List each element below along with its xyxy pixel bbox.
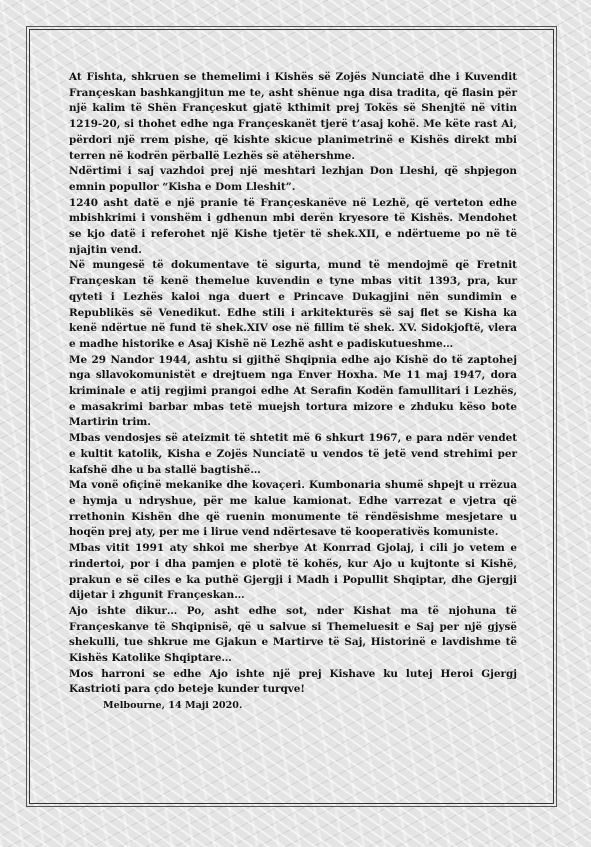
paragraph-5: Me 29 Nandor 1944, ashtu si gjithë Shqipnia edhe ajo Kishë do të zaptohej nga sllavokomunistët e drejtuem nga Enver Hoxha. Me 11 maj 1947, dora kriminale e atij regjimi prangoi edhe At Serafin Kodën famullitari i Lezhës, e masakrimi barbar mbas tetë muejsh tortura mizore e zhduku këso bote Martirin trim.	[69, 353, 517, 429]
paragraph-2: Ndërtimi i saj vazhdoi prej një meshtari lezhjan Don Lleshi, që shpjegon emnin popullor “Kisha e Dom Lleshit”.	[69, 165, 517, 193]
paragraph-3: 1240 asht datë e një pranie të Françeskanëve në Lezhë, që verteton edhe mbishkrimi i vonshëm i gdhenun mbi derën kryesore të Kishës. Mendohet se kjo datë i referohet një Kishe tjetër të shek.XII, e ndërtueme po në të njajtin vend.	[69, 196, 517, 256]
paragraph-7: Ma vonë ofiçinë mekanike dhe kovaçeri. Kumbonaria shumë shpejt u rrëzua e hymja u ndryshue, për me kalue kamionat. Edhe varrezat e vjetra që rrethonin Kishën dhe që ruenin monumente të rëndësishme mesjetare u hoqën prej aty, per me i lirue vend ndërtesave të kooperativës komuniste.	[69, 479, 517, 539]
article-body	[69, 70, 517, 714]
paragraph-10: Mos harroni se edhe Ajo ishte një prej Kishave ku lutej Heroi Gjergj Kastrioti para çdo beteje kunder turqve!	[69, 667, 517, 696]
paragraph-8: Mbas vitit 1991 aty shkoi me sherbye At Konrrad Gjolaj, i cili jo vetem e rindertoi, por i dha pamjen e plotë të kohës, kur Ajo u kujtonte si Kishë, prakun e së ciles e ka puthë Gjergji i Madh i Popullit Shqiptar, dhe Gjergji dijetar i zhgunit Françeskan…	[69, 542, 517, 602]
paragraph-1: At Fishta, shkruen se themelimi i Kishës së Zojës Nunciatë dhe i Kuvendit Françeskan bashkangjitun me te, asht shënue nga disa tradita, që flasin për një kalim të Shën Françeskut gjatë kthimit prej Tokës së Shenjtë në vitin 1219-20, si thohet edhe nga Françeskanët tjerë t’asaj kohë. Me këte rast Ai, përdori një rrem pishe, që kishte skicue planimetrinë e Kishës direkt mbi terren në kodrën përballë Lezhës së atëhershme.	[69, 71, 517, 162]
paragraph-9: Ajo ishte dikur… Po, asht edhe sot, nder Kishat ma të njohuna të Françeskanve të Shqipnisë, që u salvue si Themeluesit e Saj per një gjysë shekulli, tue shkrue me Gjakun e Martirve të Saj, Historinë e lavdishme të Kishës Katolike Shqiptare…	[69, 604, 517, 665]
signature-line: Melbourne, 14 Maji 2020.	[103, 700, 243, 712]
paragraph-6: Mbas vendosjes së ateizmit të shtetit më 6 shkurt 1967, e para ndër vendet e kultit katolik, Kisha e Zojës Nunciatë u vendos të jetë vend strehimi per kafshë dhe u ba stallë bagtishë…	[69, 432, 517, 476]
paragraph-4: Në mungesë të dokumentave të sigurta, mund të mendojmë që Fretnit Françeskan të kenë themelue kuvendin e tyne mbas vitit 1393, pra, kur qyteti i Lezhës kaloi nga duert e Princave Dukagjini nën sundimin e Republikës së Venedikut. Edhe stili i arkitekturës së saj flet se Kisha ka kenë ndërtue në fund të shek.XIV ose në fillim të shek. XV. Sidokjoftë, vlera e madhe historike e Asaj Kishë në Lezhë asht e padiskutueshme…	[69, 259, 517, 350]
